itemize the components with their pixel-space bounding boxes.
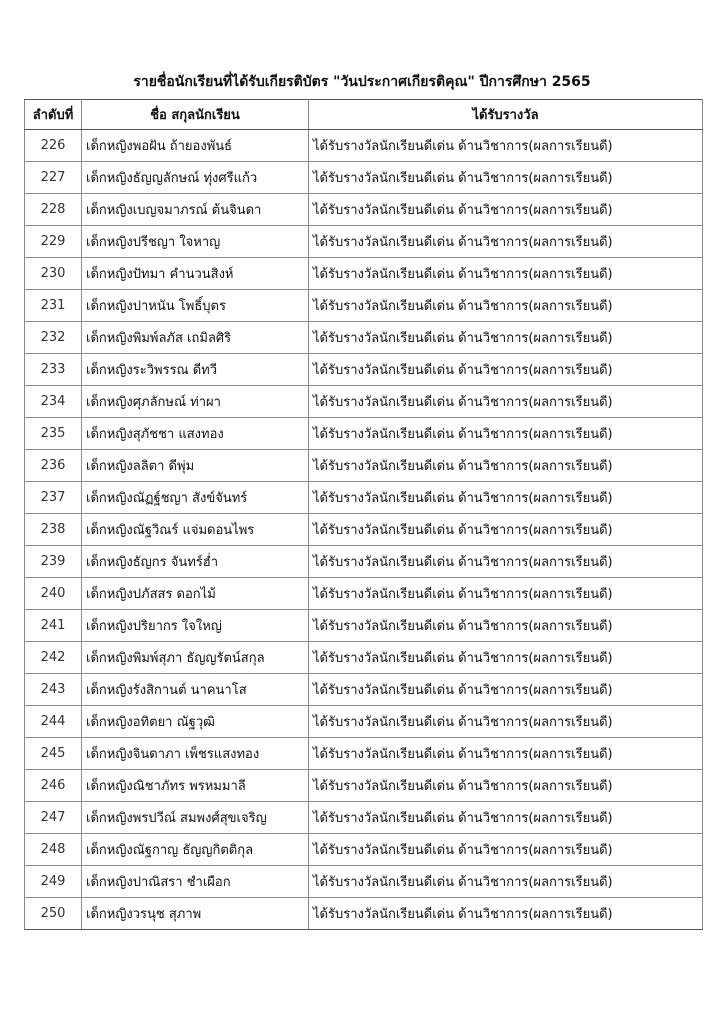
award-description: ได้รับรางวัลนักเรียนดีเด่น ด้านวิชาการ(ผลการเรียนดี): [309, 642, 703, 674]
student-name: เด็กหญิงปัทมา คำนวนสิงห์: [82, 258, 309, 290]
column-header-award: ได้รับรางวัล: [309, 100, 703, 130]
table-row: [25, 162, 703, 194]
document-title: รายชื่อนักเรียนที่ได้รับเกียรติบัตร "วันประกาศเกียรติคุณ" ปีการศึกษา 2565: [133, 74, 591, 90]
student-name: เด็กหญิงณัฐกาญ ธัญญกิตติกุล: [82, 834, 309, 866]
row-number: 227: [25, 162, 82, 194]
award-description: ได้รับรางวัลนักเรียนดีเด่น ด้านวิชาการ(ผลการเรียนดี): [309, 514, 703, 546]
award-description: ได้รับรางวัลนักเรียนดีเด่น ด้านวิชาการ(ผลการเรียนดี): [309, 770, 703, 802]
row-number: 239: [25, 546, 82, 578]
row-number: 235: [25, 418, 82, 450]
student-name: เด็กหญิงปาณิสรา ชำเผือก: [82, 866, 309, 898]
row-number: 249: [25, 866, 82, 898]
student-name: เด็กหญิงอทิตยา ณัฐวุฒิ: [82, 706, 309, 738]
table-row: [25, 226, 703, 258]
table-row: [25, 258, 703, 290]
award-description: ได้รับรางวัลนักเรียนดีเด่น ด้านวิชาการ(ผลการเรียนดี): [309, 834, 703, 866]
table-row: [25, 482, 703, 514]
student-name: เด็กหญิงปาหนัน โพธิ์บุตร: [82, 290, 309, 322]
student-name: เด็กหญิงวรนุช สุภาพ: [82, 898, 309, 930]
award-description: ได้รับรางวัลนักเรียนดีเด่น ด้านวิชาการ(ผลการเรียนดี): [309, 290, 703, 322]
award-table: [24, 99, 703, 930]
student-name: เด็กหญิงปรีชญา ใจหาญ: [82, 226, 309, 258]
student-name: เด็กหญิงพิมพ์ลภัส เถมิลศิริ: [82, 322, 309, 354]
row-number: 245: [25, 738, 82, 770]
row-number: 233: [25, 354, 82, 386]
award-description: ได้รับรางวัลนักเรียนดีเด่น ด้านวิชาการ(ผลการเรียนดี): [309, 706, 703, 738]
row-number: 247: [25, 802, 82, 834]
award-description: ได้รับรางวัลนักเรียนดีเด่น ด้านวิชาการ(ผลการเรียนดี): [309, 898, 703, 930]
table-row: [25, 450, 703, 482]
column-header-number: ลำดับที่: [25, 100, 82, 130]
row-number: 243: [25, 674, 82, 706]
student-name: เด็กหญิงเบญจมาภรณ์ ต้นจินดา: [82, 194, 309, 226]
award-table-body: [25, 130, 703, 930]
table-row: [25, 642, 703, 674]
student-name: เด็กหญิงธัญกร จันทร์ฮ่ำ: [82, 546, 309, 578]
award-description: ได้รับรางวัลนักเรียนดีเด่น ด้านวิชาการ(ผลการเรียนดี): [309, 450, 703, 482]
award-description: ได้รับรางวัลนักเรียนดีเด่น ด้านวิชาการ(ผลการเรียนดี): [309, 162, 703, 194]
table-row: [25, 578, 703, 610]
row-number: 240: [25, 578, 82, 610]
table-row: [25, 418, 703, 450]
student-name: เด็กหญิงปริยากร ใจใหญ่: [82, 610, 309, 642]
table-row: [25, 770, 703, 802]
award-description: ได้รับรางวัลนักเรียนดีเด่น ด้านวิชาการ(ผลการเรียนดี): [309, 578, 703, 610]
row-number: 237: [25, 482, 82, 514]
table-row: [25, 738, 703, 770]
award-description: ได้รับรางวัลนักเรียนดีเด่น ด้านวิชาการ(ผลการเรียนดี): [309, 354, 703, 386]
header-row: [25, 100, 703, 130]
row-number: 248: [25, 834, 82, 866]
student-name: เด็กหญิงพิมพ์สุภา ธัญญรัตน์สกุล: [82, 642, 309, 674]
student-name: เด็กหญิงศุภลักษณ์ ท่าผา: [82, 386, 309, 418]
award-description: ได้รับรางวัลนักเรียนดีเด่น ด้านวิชาการ(ผลการเรียนดี): [309, 130, 703, 162]
award-description: ได้รับรางวัลนักเรียนดีเด่น ด้านวิชาการ(ผลการเรียนดี): [309, 802, 703, 834]
student-name: เด็กหญิงปภัสสร ดอกไม้: [82, 578, 309, 610]
row-number: 242: [25, 642, 82, 674]
table-row: [25, 194, 703, 226]
row-number: 228: [25, 194, 82, 226]
award-description: ได้รับรางวัลนักเรียนดีเด่น ด้านวิชาการ(ผลการเรียนดี): [309, 226, 703, 258]
table-row: [25, 130, 703, 162]
award-description: ได้รับรางวัลนักเรียนดีเด่น ด้านวิชาการ(ผลการเรียนดี): [309, 738, 703, 770]
student-name: เด็กหญิงณัฏฐ์ชญา สังข์จันทร์: [82, 482, 309, 514]
student-name: เด็กหญิงระวิพรรณ ดีทวี: [82, 354, 309, 386]
student-name: เด็กหญิงพอฝัน ถ้ายองพันธ์: [82, 130, 309, 162]
table-row: [25, 514, 703, 546]
row-number: 236: [25, 450, 82, 482]
student-name: เด็กหญิงณัฐวิณร์ แจ่มดอนไพร: [82, 514, 309, 546]
award-description: ได้รับรางวัลนักเรียนดีเด่น ด้านวิชาการ(ผลการเรียนดี): [309, 482, 703, 514]
student-name: เด็กหญิงจินดาภา เพ็ชรแสงทอง: [82, 738, 309, 770]
student-name: เด็กหญิงณิชาภัทร พรหมมาลี: [82, 770, 309, 802]
award-description: ได้รับรางวัลนักเรียนดีเด่น ด้านวิชาการ(ผลการเรียนดี): [309, 546, 703, 578]
row-number: 234: [25, 386, 82, 418]
award-description: ได้รับรางวัลนักเรียนดีเด่น ด้านวิชาการ(ผลการเรียนดี): [309, 674, 703, 706]
award-description: ได้รับรางวัลนักเรียนดีเด่น ด้านวิชาการ(ผลการเรียนดี): [309, 322, 703, 354]
award-description: ได้รับรางวัลนักเรียนดีเด่น ด้านวิชาการ(ผลการเรียนดี): [309, 610, 703, 642]
row-number: 250: [25, 898, 82, 930]
table-row: [25, 610, 703, 642]
table-row: [25, 898, 703, 930]
table-row: [25, 290, 703, 322]
table-row: [25, 386, 703, 418]
row-number: 231: [25, 290, 82, 322]
table-row: [25, 674, 703, 706]
table-row: [25, 322, 703, 354]
student-name: เด็กหญิงธัญญลักษณ์ ทุ่งศรีแก้ว: [82, 162, 309, 194]
row-number: 241: [25, 610, 82, 642]
table-row: [25, 802, 703, 834]
table-row: [25, 546, 703, 578]
award-description: ได้รับรางวัลนักเรียนดีเด่น ด้านวิชาการ(ผลการเรียนดี): [309, 418, 703, 450]
award-description: ได้รับรางวัลนักเรียนดีเด่น ด้านวิชาการ(ผลการเรียนดี): [309, 194, 703, 226]
table-row: [25, 834, 703, 866]
student-name: เด็กหญิงรังสิกานต์ นาคนาโส: [82, 674, 309, 706]
row-number: 238: [25, 514, 82, 546]
award-description: ได้รับรางวัลนักเรียนดีเด่น ด้านวิชาการ(ผลการเรียนดี): [309, 258, 703, 290]
award-description: ได้รับรางวัลนักเรียนดีเด่น ด้านวิชาการ(ผลการเรียนดี): [309, 866, 703, 898]
award-description: ได้รับรางวัลนักเรียนดีเด่น ด้านวิชาการ(ผลการเรียนดี): [309, 386, 703, 418]
row-number: 230: [25, 258, 82, 290]
row-number: 226: [25, 130, 82, 162]
table-row: [25, 706, 703, 738]
award-table-header: [25, 100, 703, 130]
student-name: เด็กหญิงลลิตา ดีพุ่ม: [82, 450, 309, 482]
student-name: เด็กหญิงพรปวีณ์ สมพงศ์สุขเจริญ: [82, 802, 309, 834]
student-name: เด็กหญิงสุภัชชา แสงทอง: [82, 418, 309, 450]
row-number: 246: [25, 770, 82, 802]
table-row: [25, 866, 703, 898]
table-row: [25, 354, 703, 386]
row-number: 229: [25, 226, 82, 258]
column-header-name: ชื่อ สกุลนักเรียน: [82, 100, 309, 130]
row-number: 244: [25, 706, 82, 738]
row-number: 232: [25, 322, 82, 354]
